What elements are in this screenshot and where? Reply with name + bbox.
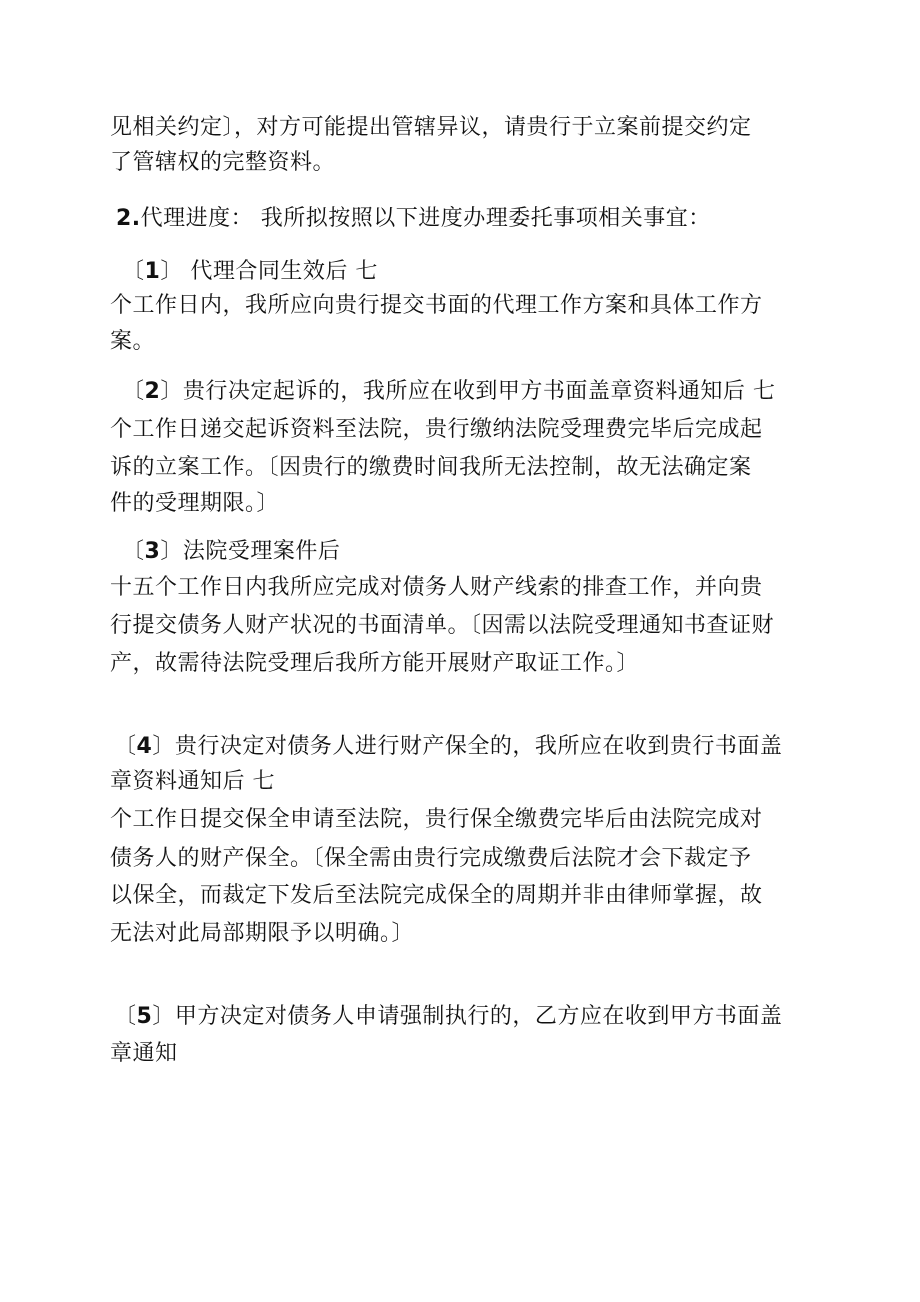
bracket-close: 〕: [152, 734, 175, 759]
bracket-open: 〔: [122, 379, 145, 404]
bracket-open: 〔: [122, 539, 145, 564]
bracket-open: 〔: [114, 1004, 137, 1029]
paragraph-line: 了管辖权的完整资料。: [110, 150, 336, 175]
list-item-heading: [122, 538, 340, 566]
paragraph-line: 债务人的财产保全。〔保全需由贵行完成缴费后法院才会下裁定予: [110, 846, 752, 871]
bracket-close: 〕: [160, 379, 183, 404]
item-number: 1: [144, 259, 161, 284]
paragraph-line: 案。: [110, 329, 156, 354]
paragraph-line: 件的受理期限。〕: [110, 491, 280, 516]
paragraph-line: 个工作日递交起诉资料至法院，贵行缴纳法院受理费完毕后完成起: [110, 417, 763, 442]
paragraph-line: 个工作日提交保全申请至法院，贵行保全缴费完毕后由法院完成对: [110, 807, 763, 832]
item-number: 2: [144, 379, 161, 404]
paragraph-line: 无法对此局部期限予以明确。〕: [110, 921, 415, 946]
paragraph-line: 以保全，而裁定下发后至法院完成保全的周期并非由律师掌握，故: [110, 883, 763, 908]
item-text: 贵行决定起诉的，我所应在收到甲方书面盖章资料通知后 七: [182, 379, 776, 404]
item-text: 法院受理案件后: [182, 539, 341, 564]
bracket-open: 〔: [114, 734, 137, 759]
bracket-close: 〕: [152, 1004, 175, 1029]
item-number: 4: [136, 734, 153, 759]
paragraph-line: 诉的立案工作。〔因贵行的缴费时间我所无法控制，故无法确定案: [110, 455, 752, 480]
list-item-heading: [122, 378, 775, 406]
list-item-heading: [114, 1003, 782, 1031]
paragraph-line: 行提交债务人财产状况的书面清单。〔因需以法院受理通知书查证财: [110, 613, 775, 638]
item-text: 甲方决定对债务人申请强制执行的，乙方应在收到甲方书面盖: [174, 1004, 783, 1029]
bracket-open: 〔: [122, 259, 145, 284]
list-item-heading: [114, 733, 782, 761]
item-number: 5: [136, 1004, 153, 1029]
section-number: 2.: [116, 206, 141, 231]
paragraph-line: 章资料通知后 七: [110, 769, 275, 794]
list-item-heading: [122, 258, 378, 286]
paragraph-line: 个工作日内，我所应向贵行提交书面的代理工作方案和具体工作方: [110, 293, 763, 318]
section-title: 代理进度：: [140, 206, 254, 231]
paragraph-line: 见相关约定〕，对方可能提出管辖异议，请贵行于立案前提交约定: [110, 115, 752, 140]
paragraph-line: 章通知: [110, 1041, 178, 1066]
item-text: 贵行决定对债务人进行财产保全的，我所应在收到贵行书面盖: [174, 734, 783, 759]
section-heading: [116, 205, 711, 233]
item-text: 代理合同生效后 七: [190, 259, 378, 284]
paragraph-line: 产，故需待法院受理后我所方能开展财产取证工作。〕: [110, 651, 640, 676]
section-text: 我所拟按照以下进度办理委托事项相关事宜：: [260, 206, 711, 231]
item-number: 3: [144, 539, 161, 564]
paragraph-line: 十五个工作日内我所应完成对债务人财产线索的排查工作，并向贵: [110, 575, 763, 600]
bracket-close: 〕: [160, 539, 183, 564]
bracket-close: 〕: [160, 259, 183, 284]
